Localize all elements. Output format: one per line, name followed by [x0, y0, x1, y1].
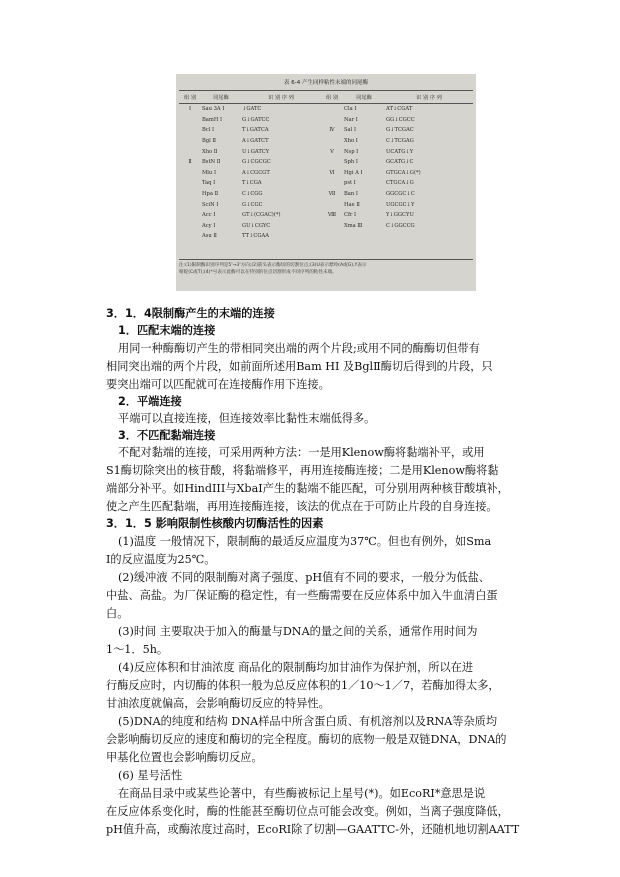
- group-cell: Ⅰ: [188, 106, 192, 113]
- header-group-2: 组 别: [321, 91, 343, 104]
- enzyme-cell: [343, 231, 385, 242]
- sequence-cell: C↓CGG: [242, 191, 263, 198]
- enzyme-cell: Xho Ⅰ: [344, 138, 358, 145]
- paragraph-line: 使之产生匹配黏端，再用连接酶连接，该法的优点在于可防止片段的自身连接。: [106, 500, 498, 513]
- table-row: [179, 210, 473, 221]
- group-cell: [179, 168, 201, 179]
- group-cell: [321, 199, 343, 210]
- sequence-cell: TT↓CGAA: [242, 233, 269, 240]
- paragraph-line: pH值升高，或酶浓度过高时，EcoRI除了切割—GAATTC-外，还随机地切割AATT: [106, 823, 520, 836]
- table-row: [179, 146, 473, 157]
- group-cell: [179, 199, 201, 210]
- sequence-cell: G↓CGCGC: [242, 159, 271, 166]
- table-row: [179, 178, 473, 189]
- sequence-cell: UGCGC↓Y: [386, 201, 415, 208]
- sequence-cell: CTGCA↓G: [386, 180, 414, 187]
- table-row: [179, 115, 473, 126]
- paragraph-line: 白。: [106, 607, 129, 620]
- enzyme-cell: Xma Ⅲ: [344, 222, 363, 229]
- table-note: [179, 262, 473, 276]
- paragraph-line: (4)反应体积和甘油浓度 商品化的限制酶均加甘油作为保护剂，所以在进: [118, 661, 474, 674]
- sequence-cell: GGCGC↓C: [386, 191, 415, 198]
- sequence-cell: A↓GATCT: [242, 138, 269, 145]
- group-cell: [321, 115, 343, 126]
- table-row: [179, 199, 473, 210]
- isocaudomer-table: [179, 90, 473, 242]
- group-cell: [321, 136, 343, 147]
- table-note-line: 注:(1)限制酶识别序列是5'→3'方向;(2)箭头表示酶切的切割位点;(3)U表示嘌呤(A或G),Y表示: [179, 263, 367, 268]
- table-row: [179, 157, 473, 168]
- group-cell: [179, 221, 201, 232]
- subheading: 2．平端连接: [118, 395, 182, 408]
- paragraph-line: (6) 星号活性: [118, 769, 183, 782]
- paragraph-line: 甘油浓度就偏高，会影响酶切反应的特异性。: [106, 697, 330, 710]
- enzyme-cell: Acy Ⅰ: [202, 222, 216, 229]
- enzyme-cell: Asu Ⅱ: [202, 233, 217, 240]
- table-row: [179, 136, 473, 147]
- paragraph-line: 不配对黏端的连接，可采用两种方法：一是用Klenow酶将黏端补平，或用: [118, 446, 485, 459]
- enzyme-cell: Acc Ⅰ: [202, 212, 216, 219]
- paragraph-line: I的反应温度为25℃。: [106, 553, 216, 566]
- table-row: [179, 189, 473, 200]
- group-cell: [179, 231, 201, 242]
- sequence-cell: A↓CGCGT: [242, 169, 270, 176]
- group-cell: [179, 115, 201, 126]
- sequence-cell: U↓GATCY: [242, 148, 270, 155]
- header-group: 组 别: [179, 91, 201, 104]
- group-cell: Ⅱ: [188, 159, 192, 166]
- group-cell: Ⅵ: [329, 169, 335, 176]
- table-row: [179, 168, 473, 179]
- group-cell: Ⅷ: [327, 212, 337, 219]
- paragraph-line: 端部分补平。如HindIII与XbaI产生的黏端不能匹配，可分别用两种核苷酸填补，: [106, 482, 509, 495]
- table-row: [179, 231, 473, 242]
- paragraph-line: 会影响酶切反应的速度和酶切的完全程度。酶切的底物一般是双链DNA，DNA的: [106, 733, 507, 746]
- paragraph-line: 相同突出端的两个片段，如前面所述用Bam HI 及BglⅡ酶切后得到的片段，只: [106, 360, 493, 373]
- enzyme-cell: Ban Ⅰ: [344, 191, 358, 198]
- group-cell: Ⅶ: [328, 191, 336, 198]
- group-cell: [321, 231, 343, 242]
- paragraph-line: (1)温度 一般情况下，限制酶的最适反应温度为37℃。但也有例外，如Sma: [118, 535, 492, 548]
- sequence-cell: T↓CGA: [242, 180, 262, 187]
- group-cell: [321, 221, 343, 232]
- paragraph-line: 中盐、高盐。为厂保证酶的稳定性，有一些酶需要在反应体系中加入牛血清白蛋: [106, 589, 498, 602]
- paragraph-line: (2)缓冲液 不同的限制酶对离子强度、pH值有不同的要求，一般分为低盐、: [118, 571, 490, 584]
- group-cell: [179, 189, 201, 200]
- paragraph-line: S1酶切除突出的核苷酸，将黏端修平，再用连接酶连接；二是用Klenow酶将黏: [106, 464, 499, 477]
- enzyme-cell: Xho Ⅱ: [202, 148, 218, 155]
- sequence-cell: T↓GATCA: [242, 127, 269, 134]
- enzyme-cell: Sph Ⅰ: [344, 159, 358, 166]
- sequence-cell: G↓GATCC: [242, 116, 270, 123]
- table-caption: 表 6-4 产生同样粘性末端的同尾酶: [284, 80, 368, 86]
- sequence-cell: [385, 231, 473, 242]
- header-sequence: 识 别 序 列: [241, 91, 321, 104]
- sequence-cell: GT↓(CGAC)(*): [242, 212, 281, 219]
- paragraph-line: 在商品目录中或某些论著中，有些酶被标记上星号(*)。如EcoRI*意思是说: [118, 787, 486, 800]
- paragraph-line: 平端可以直接连接，但连接效率比黏性末端低得多。: [118, 412, 376, 425]
- table-row: [179, 221, 473, 232]
- sequence-cell: C↓GGCCG: [386, 222, 415, 229]
- enzyme-cell: Bcl Ⅰ: [202, 127, 215, 134]
- group-cell: Ⅴ: [330, 148, 334, 155]
- sequence-cell: G↓CGC: [242, 201, 263, 208]
- enzyme-cell: Bgl Ⅱ: [202, 138, 216, 145]
- paragraph-line: 要突出端可以匹配就可在连接酶作用下连接。: [106, 378, 330, 391]
- table-scan-image: [176, 74, 476, 291]
- enzyme-cell: Hpa Ⅱ: [202, 191, 219, 198]
- group-cell: [179, 146, 201, 157]
- subheading: 3．不匹配黏端连接: [118, 429, 216, 442]
- group-cell: [321, 178, 343, 189]
- enzyme-cell: Nsp Ⅰ: [344, 148, 359, 155]
- paragraph-line: (5)DNA的纯度和结构 DNA样品中所含蛋白质、有机溶剂以及RNA等杂质均: [118, 715, 498, 728]
- group-cell: [321, 104, 343, 115]
- paragraph-line: 在反应体系变化时，酶的性能甚至酶切位点可能会改变。例如，当离子强度降低，: [106, 805, 509, 818]
- enzyme-cell: SciN Ⅰ: [202, 201, 219, 208]
- group-cell: [179, 178, 201, 189]
- enzyme-cell: Cla Ⅰ: [344, 106, 357, 113]
- table-header-row: [179, 91, 473, 104]
- section-heading: 3．1．5 影响限制性核酸内切酶活性的因素: [106, 517, 324, 530]
- sequence-cell: ↓GATC: [242, 106, 262, 113]
- paragraph-line: 用同一种酶酶切产生的带相同突出端的两个片段;或用不同的酶酶切但带有: [118, 342, 480, 355]
- enzyme-cell: pst Ⅰ: [344, 180, 356, 187]
- sequence-cell: GU↓CGYC: [242, 222, 271, 229]
- enzyme-cell: BstN Ⅱ: [202, 159, 221, 166]
- paragraph-line: (3)时间 主要取决于加入的酶量与DNA的量之间的关系，通常作用时间为: [118, 625, 478, 638]
- paragraph-line: 行酶反应时，内切酶的体积一般为总反应体积的1／10～1／7，若酶加得太多，: [106, 679, 500, 692]
- table-note-line: 嘧啶(C或T);(4)*号表示此酶可以在特别的位点切割形成不同序列的粘性末端。: [179, 270, 337, 275]
- header-sequence-2: 识 别 序 列: [385, 91, 473, 104]
- enzyme-cell: Cfr Ⅰ: [344, 212, 357, 219]
- enzyme-cell: Taq Ⅰ: [202, 180, 216, 187]
- paragraph-line: 1～1．5h。: [106, 643, 169, 656]
- paragraph-line: 甲基化位置也会影响酶切反应。: [106, 751, 263, 764]
- table-row: [179, 125, 473, 136]
- header-enzyme-2: 同尾酶: [343, 91, 385, 104]
- group-cell: Ⅳ: [329, 127, 335, 134]
- enzyme-cell: Nar Ⅰ: [344, 116, 358, 123]
- enzyme-cell: BamH Ⅰ: [202, 116, 223, 123]
- group-cell: [179, 125, 201, 136]
- group-cell: [179, 136, 201, 147]
- header-enzyme: 同尾酶: [201, 91, 241, 104]
- table-bottom-rule: [179, 259, 473, 260]
- group-cell: [321, 157, 343, 168]
- enzyme-cell: Sal Ⅰ: [344, 127, 357, 134]
- sequence-cell: GCATG↓C: [386, 159, 414, 166]
- table-row: [179, 104, 473, 115]
- subheading: 1．匹配末端的连接: [118, 324, 216, 337]
- sequence-cell: G↓TCGAC: [386, 127, 414, 134]
- enzyme-cell: Sau 3A Ⅰ: [202, 106, 225, 113]
- enzyme-cell: Mlu Ⅰ: [202, 169, 217, 176]
- enzyme-cell: Hae Ⅱ: [344, 201, 360, 208]
- sequence-cell: GG↓CGCC: [386, 116, 415, 123]
- sequence-cell: GTGCA↓G(*): [386, 169, 421, 176]
- sequence-cell: C↓TCGAG: [386, 138, 414, 145]
- group-cell: [179, 210, 201, 221]
- sequence-cell: Y↓GGCYU: [386, 212, 414, 219]
- section-heading: 3．1．4限制酶产生的末端的连接: [106, 307, 275, 320]
- sequence-cell: AT↓CGAT: [386, 106, 413, 113]
- sequence-cell: UCATG↓Y: [386, 148, 414, 155]
- enzyme-cell: Hgi A Ⅰ: [344, 169, 363, 176]
